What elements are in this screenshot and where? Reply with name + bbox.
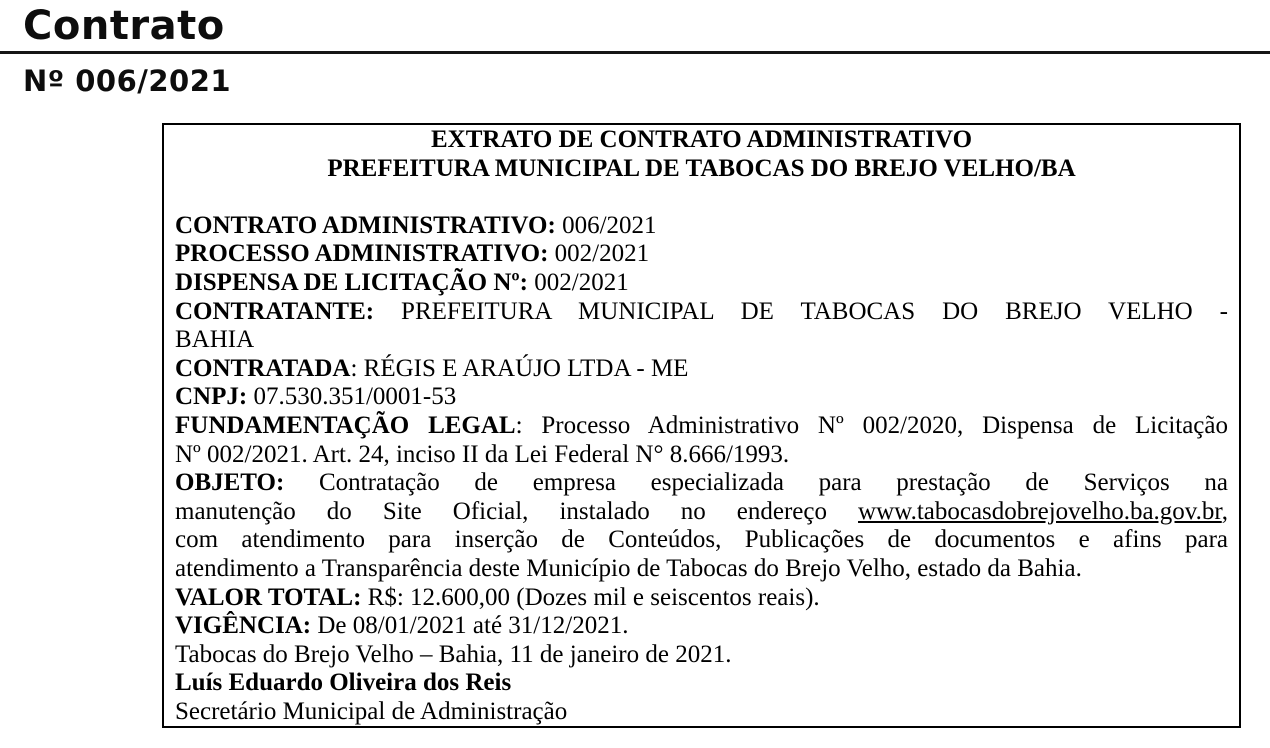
field-contrato-administrativo — [175, 212, 1228, 241]
signature-name — [175, 669, 1228, 698]
field-value: manutenção do Site Oficial, instalado no endereço — [175, 497, 859, 525]
field-objeto-line-1 — [175, 469, 1228, 498]
field-valor-total — [175, 584, 1228, 613]
page-subtitle: Nº 006/2021 — [23, 64, 232, 98]
field-label: VIGÊNCIA: — [175, 612, 312, 640]
field-value: R$: 12.600,00 (Dozes mil e seiscentos reais). — [361, 583, 820, 611]
field-dispensa-licitacao — [175, 269, 1228, 298]
signer-name: Luís Eduardo Oliveira dos Reis — [175, 669, 512, 697]
field-label: VALOR TOTAL: — [175, 583, 362, 611]
page-title: Contrato — [23, 3, 225, 49]
signature-role — [175, 698, 1228, 727]
field-objeto-line-4 — [175, 555, 1228, 584]
field-objeto-line-3 — [175, 526, 1228, 555]
field-value: 006/2021 — [555, 211, 657, 239]
field-label: CONTRATADA — [175, 354, 351, 382]
field-value: , — [1221, 497, 1228, 525]
field-value: com atendimento para inserção de Conteúdos, Publicações de documentos e afins para — [175, 526, 1228, 554]
field-value: : RÉGIS E ARAÚJO LTDA - ME — [350, 354, 689, 382]
field-vigencia — [175, 612, 1228, 641]
field-value: atendimento a Transparência deste Município de Tabocas do Brejo Velho, estado da Bahia. — [175, 554, 1082, 582]
field-contratante-line-1 — [175, 298, 1228, 327]
field-label: OBJETO: — [175, 469, 285, 497]
field-label: CONTRATO ADMINISTRATIVO: — [175, 211, 556, 239]
contract-extract-box — [162, 123, 1241, 728]
field-fundamentacao-line-1 — [175, 412, 1228, 441]
field-label: DISPENSA DE LICITAÇÃO Nº: — [175, 268, 528, 296]
title-divider — [0, 51, 1270, 54]
field-cnpj — [175, 383, 1228, 412]
notice-header-line-2: PREFEITURA MUNICIPAL DE TABOCAS DO BREJO VELHO/BA — [327, 154, 1076, 182]
field-value: 002/2021 — [548, 240, 650, 268]
field-processo-administrativo — [175, 240, 1228, 269]
field-value: Nº 002/2021. Art. 24, inciso II da Lei Federal N° 8.666/1993. — [175, 440, 790, 468]
field-label: CNPJ: — [175, 383, 248, 411]
field-objeto-line-2 — [175, 498, 1228, 527]
field-value: Tabocas do Brejo Velho – Bahia, 11 de janeiro de 2021. — [175, 640, 732, 668]
field-value: PREFEITURA MUNICIPAL DE TABOCAS DO BREJO VELHO - — [374, 297, 1228, 325]
field-fundamentacao-line-2 — [175, 441, 1228, 470]
field-value: De 08/01/2021 até 31/12/2021. — [311, 612, 629, 640]
field-value: 07.530.351/0001-53 — [247, 383, 457, 411]
field-contratada — [175, 355, 1228, 384]
field-value: : Processo Administrativo Nº 002/2020, Dispensa de Licitação — [515, 411, 1228, 439]
field-label: CONTRATANTE: — [175, 297, 375, 325]
website-link[interactable]: www.tabocasdobrejovelho.ba.gov.br — [858, 497, 1222, 525]
field-label: FUNDAMENTAÇÃO LEGAL — [175, 411, 516, 439]
field-value: Contratação de empresa especializada para prestação de Serviços na — [284, 469, 1228, 497]
blank-line — [175, 183, 1228, 212]
field-contratante-line-2 — [175, 326, 1228, 355]
field-label: PROCESSO ADMINISTRATIVO: — [175, 240, 549, 268]
field-value: BAHIA — [175, 326, 255, 354]
notice-header-line-1: EXTRATO DE CONTRATO ADMINISTRATIVO — [430, 126, 973, 153]
date-place-line — [175, 641, 1228, 670]
field-value: 002/2021 — [528, 268, 629, 296]
signer-role: Secretário Municipal de Administração — [175, 697, 568, 725]
